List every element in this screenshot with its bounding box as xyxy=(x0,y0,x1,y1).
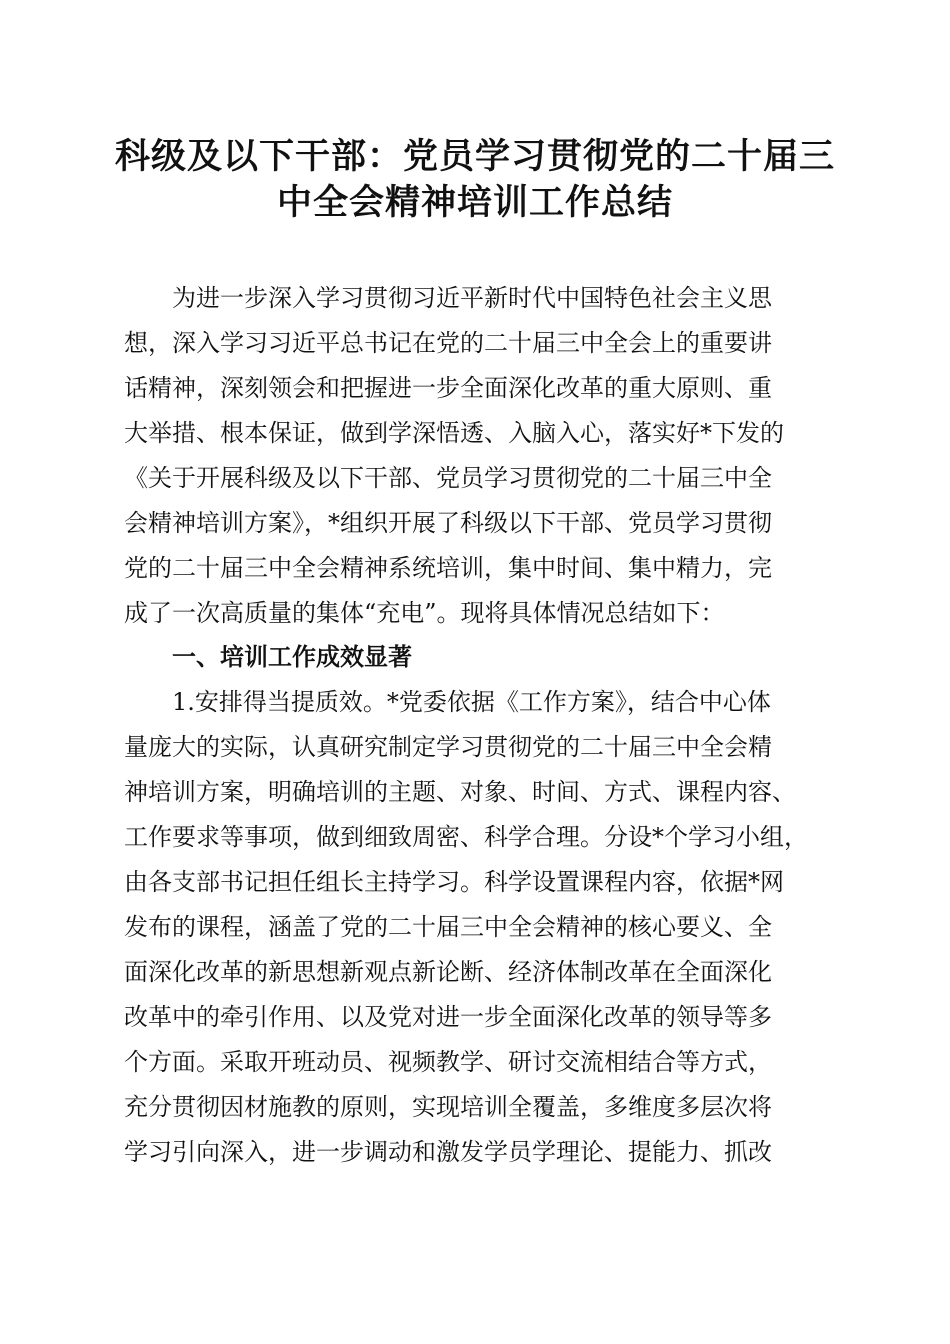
body-paragraph-line: 1.安排得当提质效。*党委依据《工作方案》，结合中心体 xyxy=(172,688,771,716)
intro-paragraph-line: 为进一步深入学习贯彻习近平新时代中国特色社会主义思 xyxy=(172,284,772,312)
document-title-line-2: 中全会精神培训工作总结 xyxy=(276,182,673,223)
body-paragraph-line: 充分贯彻因材施教的原则，实现培训全覆盖，多维度多层次将 xyxy=(124,1093,772,1121)
intro-paragraph-line: 《关于开展科级及以下干部、党员学习贯彻党的二十届三中全 xyxy=(124,464,772,492)
body-paragraph-line: 个方面。采取开班动员、视频教学、研讨交流相结合等方式， xyxy=(124,1048,772,1076)
body-paragraph-line: 发布的课程，涵盖了党的二十届三中全会精神的核心要义、全 xyxy=(124,913,772,941)
intro-paragraph-line: 成了一次高质量的集体“充电”。现将具体情况总结如下： xyxy=(124,599,725,627)
intro-paragraph-line: 大举措、根本保证，做到学深悟透、入脑入心，落实好*下发的 xyxy=(124,419,784,447)
intro-paragraph-line: 党的二十届三中全会精神系统培训，集中时间、集中精力，完 xyxy=(124,554,772,582)
body-paragraph-line: 工作要求等事项，做到细致周密、科学合理。分设*个学习小组， xyxy=(124,823,808,851)
intro-paragraph-line: 话精神，深刻领会和把握进一步全面深化改革的重大原则、重 xyxy=(124,374,772,402)
body-paragraph-line: 由各支部书记担任组长主持学习。科学设置课程内容，依据*网 xyxy=(124,868,784,896)
body-paragraph-line: 神培训方案，明确培训的主题、对象、时间、方式、课程内容、 xyxy=(124,778,796,806)
body-paragraph-line: 改革中的牵引作用、以及党对进一步全面深化改革的领导等多 xyxy=(124,1003,772,1031)
intro-paragraph-line: 想，深入学习习近平总书记在党的二十届三中全会上的重要讲 xyxy=(124,329,772,357)
body-paragraph-line: 量庞大的实际，认真研究制定学习贯彻党的二十届三中全会精 xyxy=(124,733,772,761)
body-paragraph-line: 面深化改革的新思想新观点新论断、经济体制改革在全面深化 xyxy=(124,958,772,986)
body-paragraph-line: 学习引向深入，进一步调动和激发学员学理论、提能力、抓改 xyxy=(124,1138,772,1166)
section-heading: 一、培训工作成效显著 xyxy=(172,643,412,671)
document-title-line-1: 科级及以下干部：党员学习贯彻党的二十届三 xyxy=(114,136,835,177)
intro-paragraph-line: 会精神培训方案》，*组织开展了科级以下干部、党员学习贯彻 xyxy=(124,509,772,537)
